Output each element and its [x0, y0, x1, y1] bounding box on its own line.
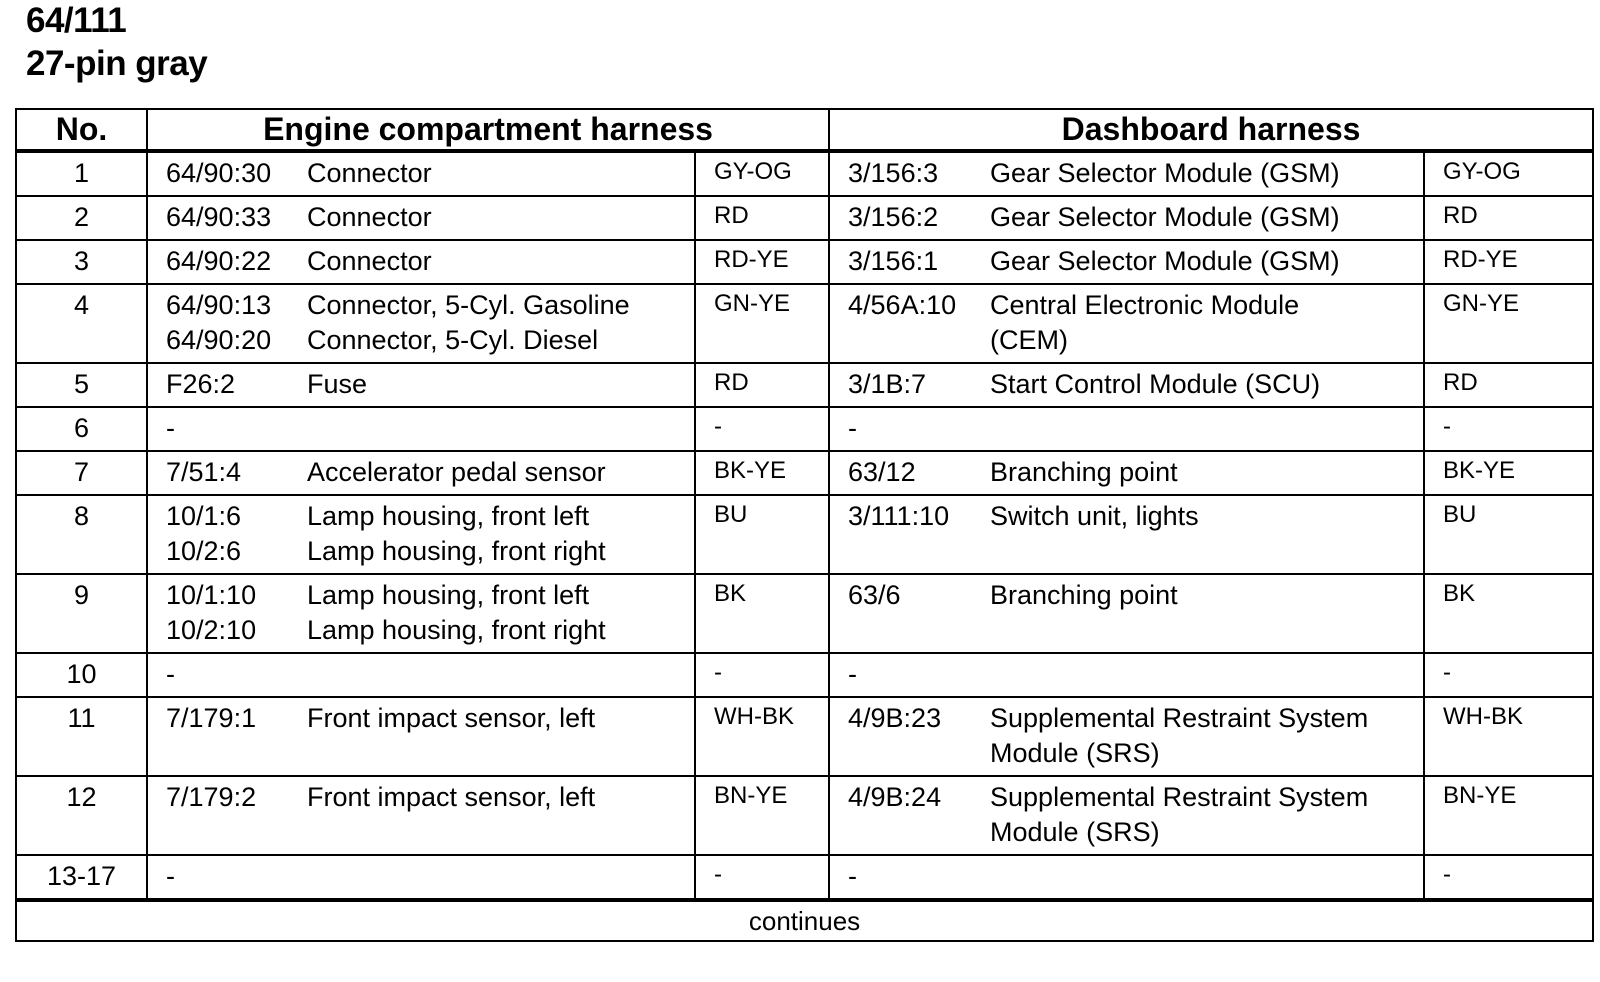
table-row: [16, 495, 1593, 574]
dashboard-description: Branching point: [990, 451, 1424, 495]
dashboard-description: [990, 653, 1424, 697]
dashboard-description: Start Control Module (SCU): [990, 363, 1424, 407]
engine-terminal: 7/51:4: [147, 451, 307, 495]
table-row: [16, 574, 1593, 653]
engine-wire-color: WH-BK: [695, 697, 829, 776]
engine-wire-color: -: [695, 407, 829, 451]
engine-terminal: 7/179:1: [147, 697, 307, 776]
dashboard-wire-color: GY-OG: [1424, 151, 1593, 196]
table-body: [16, 151, 1593, 900]
dashboard-terminal: 3/156:1: [829, 240, 990, 284]
engine-terminal: 64/90:30: [147, 151, 307, 196]
dashboard-description: [990, 855, 1424, 900]
table-row: [16, 240, 1593, 284]
dashboard-wire-color: BK-YE: [1424, 451, 1593, 495]
pin-number: 5: [16, 363, 147, 407]
dashboard-description: [990, 407, 1424, 451]
pin-number: 13-17: [16, 855, 147, 900]
table-row: [16, 407, 1593, 451]
dashboard-wire-color: BU: [1424, 495, 1593, 574]
dashboard-terminal: 63/6: [829, 574, 990, 653]
engine-terminal: 64/90:33: [147, 196, 307, 240]
dashboard-description: Switch unit, lights: [990, 495, 1424, 574]
pin-number: 9: [16, 574, 147, 653]
dashboard-description: Supplemental Restraint System Module (SRS): [990, 776, 1424, 855]
pin-number: 3: [16, 240, 147, 284]
engine-wire-color: GY-OG: [695, 151, 829, 196]
engine-wire-color: BK-YE: [695, 451, 829, 495]
engine-wire-color: BU: [695, 495, 829, 574]
engine-description: [307, 653, 695, 697]
header-dashboard-harness: Dashboard harness: [829, 109, 1593, 151]
engine-wire-color: RD: [695, 363, 829, 407]
footer-row: [16, 900, 1593, 941]
dashboard-wire-color: -: [1424, 407, 1593, 451]
engine-description: Front impact sensor, left: [307, 697, 695, 776]
dashboard-terminal: 3/156:2: [829, 196, 990, 240]
pin-number: 12: [16, 776, 147, 855]
table-row: [16, 776, 1593, 855]
pin-number: 1: [16, 151, 147, 196]
engine-terminal: 10/1:6 10/2:6: [147, 495, 307, 574]
dashboard-description: Gear Selector Module (GSM): [990, 196, 1424, 240]
engine-wire-color: BN-YE: [695, 776, 829, 855]
engine-terminal: 64/90:13 64/90:20: [147, 284, 307, 363]
engine-description: Connector: [307, 240, 695, 284]
engine-terminal: 10/1:10 10/2:10: [147, 574, 307, 653]
dashboard-terminal: 3/156:3: [829, 151, 990, 196]
dashboard-terminal: -: [829, 855, 990, 900]
dashboard-wire-color: RD: [1424, 196, 1593, 240]
table-row: [16, 196, 1593, 240]
dashboard-terminal: 3/1B:7: [829, 363, 990, 407]
connector-id: 64/111: [26, 1, 127, 40]
table-row: [16, 855, 1593, 900]
engine-description: Connector: [307, 151, 695, 196]
dashboard-terminal: 63/12: [829, 451, 990, 495]
engine-description: [307, 407, 695, 451]
engine-description: Accelerator pedal sensor: [307, 451, 695, 495]
engine-description: Front impact sensor, left: [307, 776, 695, 855]
dashboard-description: Central Electronic Module (CEM): [990, 284, 1424, 363]
continues-label: continues: [16, 900, 1593, 941]
dashboard-wire-color: BK: [1424, 574, 1593, 653]
dashboard-terminal: 4/9B:23: [829, 697, 990, 776]
pin-number: 2: [16, 196, 147, 240]
pin-number: 10: [16, 653, 147, 697]
pinout-table: [15, 108, 1594, 942]
engine-terminal: 7/179:2: [147, 776, 307, 855]
dashboard-description: Branching point: [990, 574, 1424, 653]
pin-number: 8: [16, 495, 147, 574]
dashboard-wire-color: GN-YE: [1424, 284, 1593, 363]
table-row: [16, 284, 1593, 363]
engine-terminal: -: [147, 855, 307, 900]
dashboard-description: Supplemental Restraint System Module (SRS): [990, 697, 1424, 776]
dashboard-description: Gear Selector Module (GSM): [990, 240, 1424, 284]
dashboard-wire-color: RD: [1424, 363, 1593, 407]
dashboard-description: Gear Selector Module (GSM): [990, 151, 1424, 196]
table-row: [16, 451, 1593, 495]
table-row: [16, 653, 1593, 697]
engine-wire-color: RD-YE: [695, 240, 829, 284]
header-engine-harness: Engine compartment harness: [147, 109, 829, 151]
pin-number: 6: [16, 407, 147, 451]
engine-description: [307, 855, 695, 900]
engine-wire-color: GN-YE: [695, 284, 829, 363]
dashboard-wire-color: -: [1424, 855, 1593, 900]
engine-wire-color: RD: [695, 196, 829, 240]
dashboard-wire-color: RD-YE: [1424, 240, 1593, 284]
engine-wire-color: -: [695, 653, 829, 697]
dashboard-terminal: 4/56A:10: [829, 284, 990, 363]
engine-terminal: 64/90:22: [147, 240, 307, 284]
table-row: [16, 697, 1593, 776]
engine-terminal: -: [147, 407, 307, 451]
engine-description: Lamp housing, front left Lamp housing, front right: [307, 574, 695, 653]
dashboard-wire-color: -: [1424, 653, 1593, 697]
engine-description: Connector, 5-Cyl. Gasoline Connector, 5-Cyl. Diesel: [307, 284, 695, 363]
header-no: No.: [16, 109, 147, 151]
engine-wire-color: BK: [695, 574, 829, 653]
pin-number: 7: [16, 451, 147, 495]
dashboard-wire-color: WH-BK: [1424, 697, 1593, 776]
dashboard-wire-color: BN-YE: [1424, 776, 1593, 855]
engine-description: Connector: [307, 196, 695, 240]
engine-description: Lamp housing, front left Lamp housing, front right: [307, 495, 695, 574]
engine-wire-color: -: [695, 855, 829, 900]
engine-terminal: -: [147, 653, 307, 697]
table-row: [16, 151, 1593, 196]
header-row: [16, 109, 1593, 151]
dashboard-terminal: -: [829, 407, 990, 451]
table-row: [16, 363, 1593, 407]
dashboard-terminal: 4/9B:24: [829, 776, 990, 855]
dashboard-terminal: 3/111:10: [829, 495, 990, 574]
pin-number: 4: [16, 284, 147, 363]
engine-description: Fuse: [307, 363, 695, 407]
engine-terminal: F26:2: [147, 363, 307, 407]
pin-number: 11: [16, 697, 147, 776]
dashboard-terminal: -: [829, 653, 990, 697]
connector-description: 27-pin gray: [26, 44, 208, 83]
